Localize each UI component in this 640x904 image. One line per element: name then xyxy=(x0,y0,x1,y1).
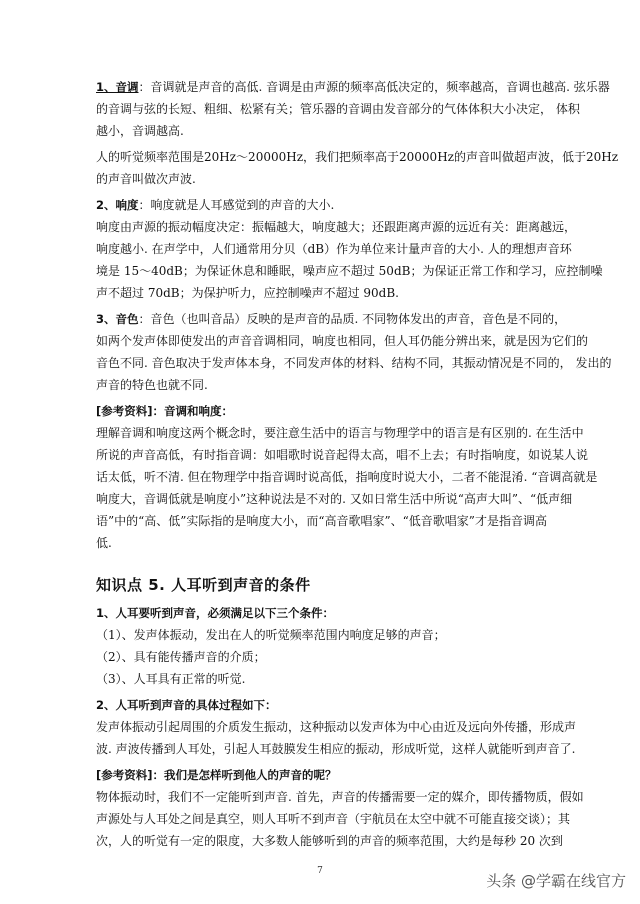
hearing-conditions-section xyxy=(96,602,546,690)
reference-how-line-3: 次，人的听觉有一定的限度，大多数人能够听到的声音的频率范围，大约是每秒 20 次到 xyxy=(96,834,563,848)
loudness-line-2: 响度由声源的振动幅度决定：振幅越大，响度越大；还跟距离声源的远近有关：距离越远， xyxy=(96,220,577,234)
hearing-process-section xyxy=(96,694,577,760)
reference-title: [参考资料]：音调和响度： xyxy=(96,404,234,418)
condition-item: （3）、人耳具有正常的听觉. xyxy=(96,672,246,686)
condition-item: （2）、具有能传播声音的介质； xyxy=(96,650,266,664)
loudness-line-3: 响度越小. 在声学中，人们通常用分贝（dB）作为单位来计量声音的大小. 人的理想声音环 xyxy=(96,242,572,256)
reference-line-1: 理解音调和响度这两个概念时，要注意生活中的语言与物理学中的语言是有区别的. 在生活中 xyxy=(96,426,584,440)
timbre-label: 3、音色 xyxy=(96,312,139,326)
tone-text-1: 音调就是声音的高低. 音调是由声源的频率高低决定的，频率越高，音调也越高. 弦乐器 xyxy=(150,80,610,94)
reference-how-we-hear xyxy=(96,764,584,852)
tone-line-1: 1、音调：音调就是声音的高低. 音调是由声源的频率高低决定的，频率越高，音调也越高. 弦乐器 xyxy=(96,80,610,94)
reference-line-6: 低. xyxy=(96,536,112,550)
timbre-section xyxy=(96,308,612,396)
loudness-label: 2、响度 xyxy=(96,198,139,212)
hearing-range-line-1: 人的听觉频率范围是20Hz～20000Hz，我们把频率高于20000Hz的声音叫做超声波，低于20Hz xyxy=(96,150,619,164)
tone-line-2: 的音调与弦的长短、粗细、松紧有关；管乐器的音调由发音部分的气体体积大小决定， 体积 xyxy=(96,102,580,116)
timbre-line-4: 声音的特色也就不同. xyxy=(96,378,208,392)
tone-label: 1、音调 xyxy=(96,80,139,94)
timbre-line-3: 音色不同. 音色取决于发声体本身，不同发声体的材料、结构不同，其振动情况是不同的， 发出的 xyxy=(96,356,612,370)
document-page xyxy=(96,72,619,852)
timbre-line-1 xyxy=(96,308,567,330)
knowledge-point-5-heading: 知识点 5. 人耳听到声音的条件 xyxy=(96,576,311,594)
condition-item: （1）、发声体振动，发出在人的听觉频率范围内响度足够的声音； xyxy=(96,628,446,642)
reference-line-2: 所说的声音高低，有时指音调：如唱歌时说音起得太高，唱不上去；有时指响度，如说某人说 xyxy=(96,448,589,462)
tone-section xyxy=(96,76,610,142)
tone-line-3: 越小，音调越高. xyxy=(96,124,184,138)
page-number: 7 xyxy=(317,866,323,876)
process-title: 2、人耳听到声音的具体过程如下： xyxy=(96,698,277,712)
watermark: 头条 @学霸在线官方 xyxy=(486,872,626,890)
reference-how-we-hear-title: [参考资料]：我们是怎样听到他人的声音的呢？ xyxy=(96,768,337,782)
process-line-2: 波. 声波传播到人耳处，引起人耳鼓膜发生相应的振动，形成听觉，这样人就能听到声音了. xyxy=(96,742,576,756)
hearing-range-line-2: 的声音叫做次声波. xyxy=(96,172,196,186)
loudness-text-1: ：响度就是人耳感觉到的声音的大小. xyxy=(138,198,335,212)
reference-line-3: 话太低，听不清. 但在物理学中指音调时说高低，指响度时说大小，二者不能混淆. “音调高就是 xyxy=(96,470,598,484)
timbre-line-2: 如两个发声体即使发出的声音音调相同，响度也相同，但人耳仍能分辨出来，就是因为它们的 xyxy=(96,334,589,348)
reference-tone-loudness xyxy=(96,400,598,554)
process-line-1: 发声体振动引起周围的介质发生振动，这种振动以发声体为中心由近及远向外传播，形成声 xyxy=(96,720,577,734)
conditions-title: 1、人耳要听到声音，必须满足以下三个条件： xyxy=(96,606,334,620)
reference-line-5: 语”中的“高、低”实际指的是响度大小，而“高音歌唱家”、“低音歌唱家”才是指音调高 xyxy=(96,514,547,528)
hearing-range-paragraph xyxy=(96,146,619,190)
reference-how-line-1: 物体振动时，我们不一定能听到声音. 首先，声音的传播需要一定的媒介，即传播物质，假如 xyxy=(96,790,584,804)
loudness-line-5: 声不超过 70dB；为保护听力，应控制噪声不超过 90dB. xyxy=(96,286,399,300)
loudness-section xyxy=(96,194,603,304)
timbre-text-1: ：音色（也叫音品）反映的是声音的品质. 不同物体发出的声音，音色是不同的， xyxy=(138,312,567,326)
loudness-line-4: 境是 15～40dB；为保证休息和睡眠，噪声应不超过 50dB；为保证正常工作和学习，应控制噪 xyxy=(96,264,603,278)
reference-how-line-2: 声源处与人耳处之间是真空，则人耳听不到声音（宇航员在太空中就不可能直接交谈）；其 xyxy=(96,812,571,826)
loudness-line-1 xyxy=(96,194,546,216)
reference-line-4: 响度大，音调低就是响度小”这种说法是不对的. 又如日常生活中所说“高声大叫”、“低声细 xyxy=(96,492,573,506)
